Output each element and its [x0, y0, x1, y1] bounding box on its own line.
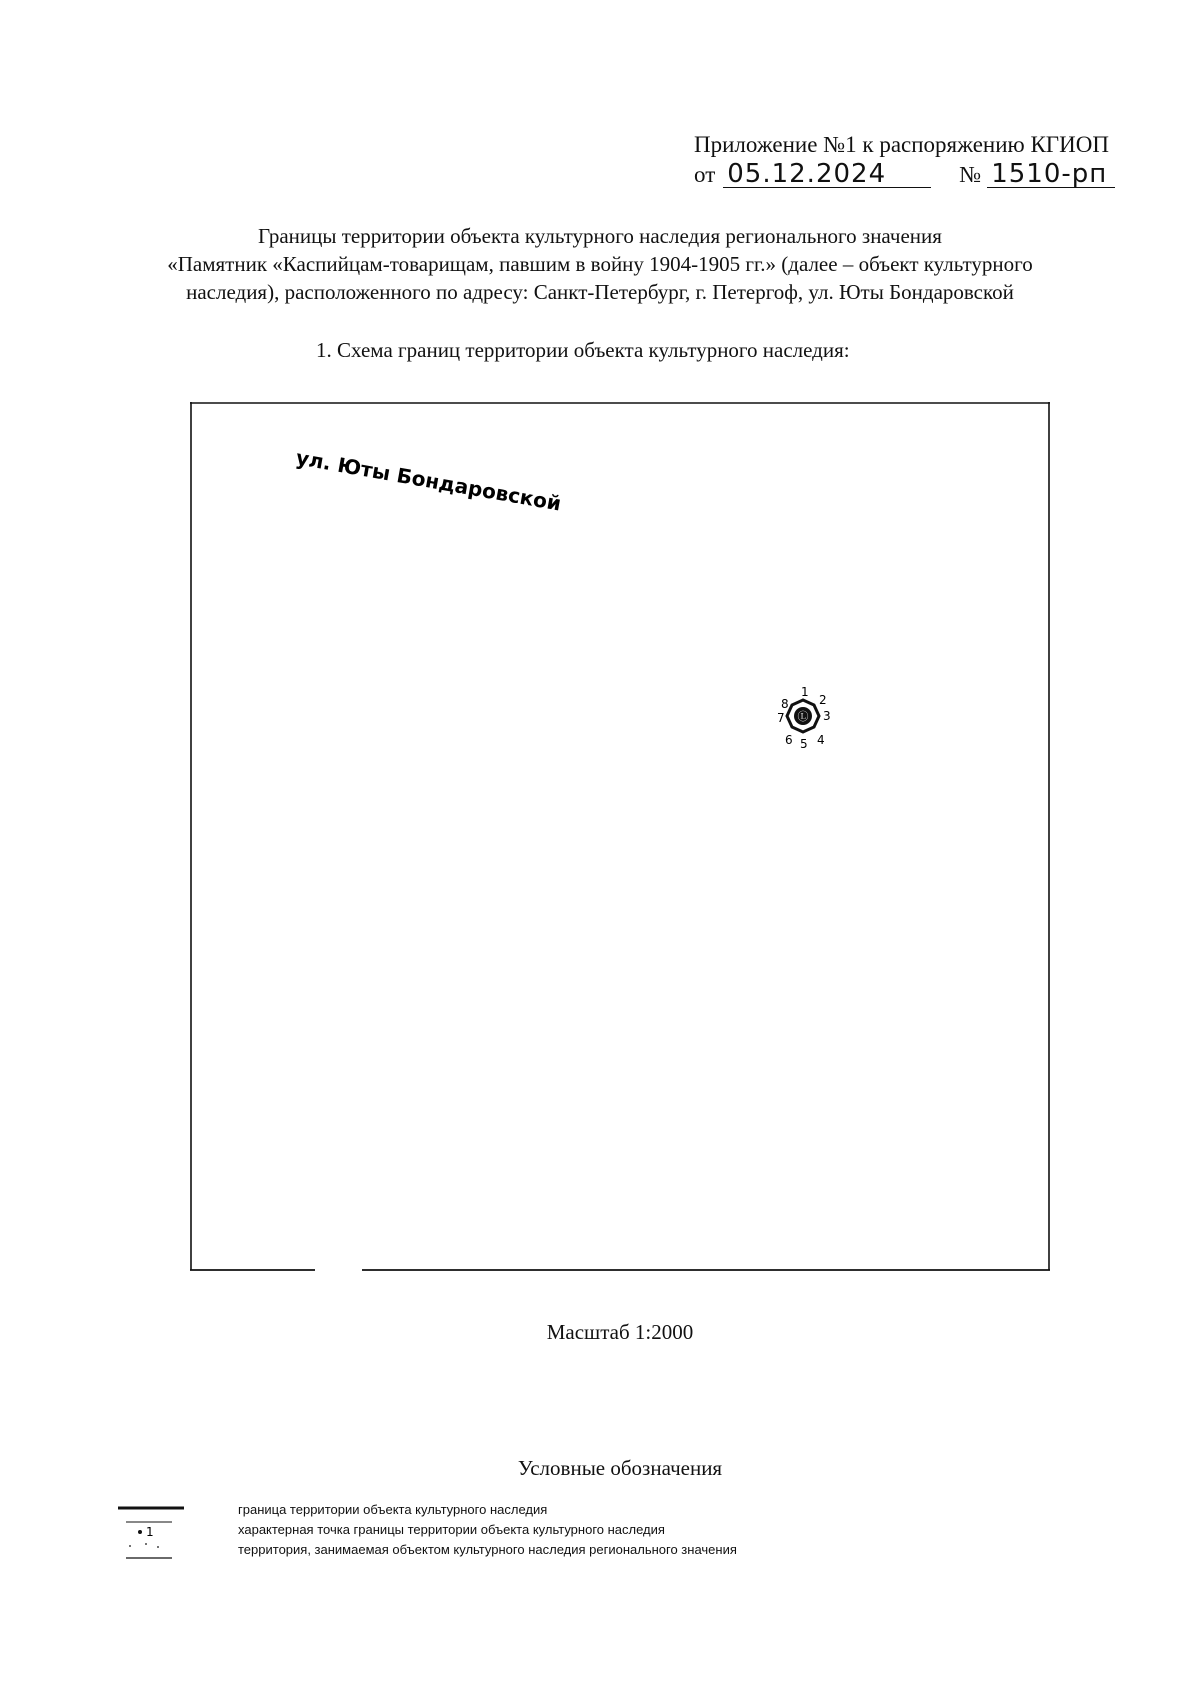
legend-item-text: граница территории объекта культурного наследия: [238, 1502, 548, 1517]
handwritten-number: 1510-рп: [987, 161, 1115, 188]
handwritten-date: 05.12.2024: [723, 161, 931, 188]
section-heading: 1. Схема границ территории объекта культурного наследия:: [316, 338, 850, 362]
number-sign: №: [959, 162, 982, 187]
map-scale: Масштаб 1:2000: [546, 1320, 694, 1344]
legend-item: [118, 1520, 1018, 1540]
legend-title: Условные обозначения: [517, 1456, 723, 1480]
boundary-point-7: 7: [777, 711, 785, 725]
annex-label: Приложение №1 к распоряжению КГИОП: [694, 132, 1109, 157]
map-drawing: [190, 402, 1050, 1272]
legend-point-label: 1: [146, 1525, 154, 1539]
legend: [118, 1500, 1018, 1560]
hatched-area-icon: [118, 1540, 238, 1560]
annex-header: [694, 130, 1115, 190]
title-line-2: «Памятник «Каспийцам-товарищам, павшим в войну 1904-1905 гг.» (далее – объект культурного: [167, 252, 1033, 276]
date-prefix: от: [694, 162, 716, 187]
legend-item-text: территория, занимаемая объектом культурного наследия регионального значения: [238, 1542, 737, 1557]
document-title: [100, 222, 1100, 306]
title-line-3: наследия), расположенного по адресу: Санкт-Петербург, г. Петергоф, ул. Юты Бондаровской: [186, 280, 1014, 304]
street-label: ул. Юты Бондаровской: [294, 445, 563, 516]
boundary-scheme-map: [190, 402, 1050, 1272]
legend-item-text: характерная точка границы территории объекта культурного наследия: [238, 1522, 665, 1537]
annex-date-number: [694, 160, 1115, 190]
solid-line-icon: [118, 1500, 238, 1520]
boundary-point-1: 1: [801, 685, 809, 699]
object-symbol: Ⓛ: [797, 710, 809, 723]
boundary-point-2: 2: [819, 693, 827, 707]
monument-object: [777, 685, 831, 751]
legend-item: [118, 1500, 1018, 1520]
boundary-point-4: 4: [817, 733, 825, 747]
boundary-point-8: 8: [781, 697, 789, 711]
point-icon: [118, 1520, 238, 1540]
boundary-point-3: 3: [823, 709, 831, 723]
title-line-1: Границы территории объекта культурного наследия регионального значения: [258, 224, 942, 248]
boundary-point-6: 6: [785, 733, 793, 747]
legend-item: [118, 1540, 1018, 1560]
boundary-point-5: 5: [800, 737, 808, 751]
